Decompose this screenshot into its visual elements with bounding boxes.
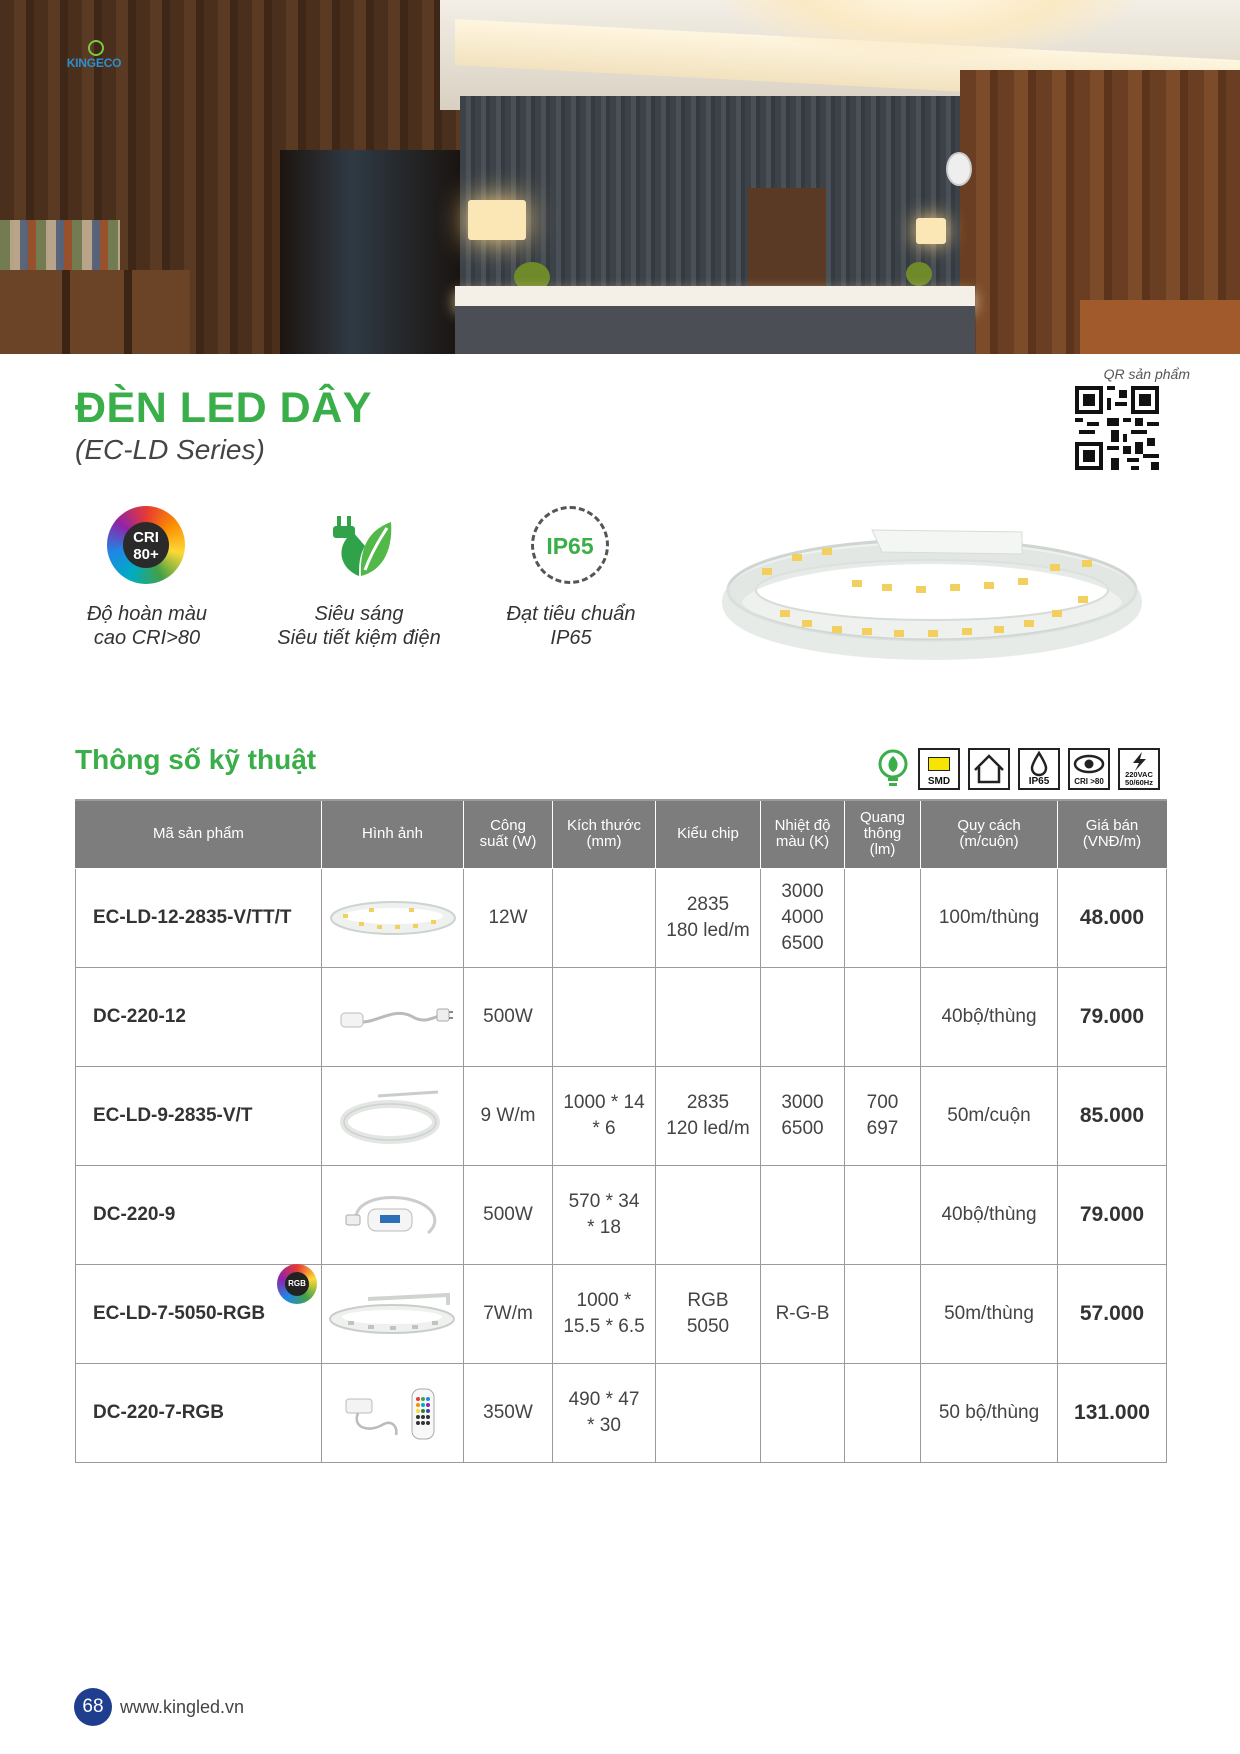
eco-leaf-plug-icon: [319, 506, 399, 586]
hero-photo: [0, 0, 1240, 354]
col-header-power: Công suất (W): [464, 800, 553, 868]
feature-label: Độ hoàn màu cao CRI>80: [86, 603, 208, 649]
pack-cell: 40bộ/thùng: [921, 967, 1058, 1066]
voltage-icon: 220VAC 50/60Hz: [1118, 748, 1160, 790]
size-cell: 1000 * 14 * 6: [553, 1066, 656, 1165]
col-header-chip: Kiểu chip: [656, 800, 761, 868]
lumen-cell: 700 697: [845, 1066, 921, 1165]
size-cell: [553, 868, 656, 967]
cct-cell: [761, 1165, 845, 1264]
size-cell: 1000 * 15.5 * 6.5: [553, 1264, 656, 1363]
kingeco-logo-icon: [876, 748, 910, 790]
lumen-cell: [845, 1363, 921, 1462]
price-cell: 131.000: [1058, 1363, 1167, 1462]
cct-cell: [761, 1363, 845, 1462]
col-header-image: Hình ảnh: [322, 800, 464, 868]
feature-label: Đạt tiêu chuẩn IP65: [506, 603, 636, 649]
table-row: [76, 967, 1167, 1066]
rgb-controller-remote-thumb-icon: [338, 1383, 448, 1443]
table-row: [76, 1165, 1167, 1264]
col-header-price: Giá bán (VNĐ/m): [1058, 800, 1167, 868]
page-number: 68: [74, 1688, 112, 1726]
product-image: [322, 967, 464, 1066]
size-cell: 490 * 47 * 30: [553, 1363, 656, 1462]
table-header-row: [76, 800, 1167, 868]
col-header-cct: Nhiệt độ màu (K): [761, 800, 845, 868]
power-cell: 500W: [464, 1165, 553, 1264]
cri-icon: CRI 80+: [107, 506, 187, 586]
feature-label: Siêu sáng Siêu tiết kiệm điện: [277, 603, 441, 649]
chip-cell: 2835 120 led/m: [656, 1066, 761, 1165]
chip-cell: [656, 967, 761, 1066]
col-header-size: Kích thước (mm): [553, 800, 656, 868]
power-plug-thumb-icon: [333, 997, 453, 1037]
col-header-lumen: Quang thông (lm): [845, 800, 921, 868]
price-cell: 48.000: [1058, 868, 1167, 967]
price-cell: 85.000: [1058, 1066, 1167, 1165]
led-strip-product-image: [722, 524, 1142, 664]
pack-cell: 100m/thùng: [921, 868, 1058, 967]
product-code: EC-LD-9-2835-V/T: [76, 1066, 322, 1165]
price-cell: 79.000: [1058, 967, 1167, 1066]
size-cell: [553, 967, 656, 1066]
pack-cell: 40bộ/thùng: [921, 1165, 1058, 1264]
table-row: [76, 1066, 1167, 1165]
led-strip-thumb-icon: [329, 898, 457, 938]
power-driver-thumb-icon: [338, 1185, 448, 1245]
rgb-badge-icon: RGB: [277, 1264, 317, 1304]
chip-cell: [656, 1363, 761, 1462]
cct-cell: [761, 967, 845, 1066]
pack-cell: 50m/cuộn: [921, 1066, 1058, 1165]
led-strip-coil-thumb-icon: [338, 1086, 448, 1146]
price-cell: 79.000: [1058, 1165, 1167, 1264]
qr-code-icon[interactable]: [1075, 386, 1159, 470]
chip-cell: RGB 5050: [656, 1264, 761, 1363]
cct-cell: R-G-B: [761, 1264, 845, 1363]
feature-cri: [42, 506, 252, 650]
table-row: [76, 1363, 1167, 1462]
power-cell: 12W: [464, 868, 553, 967]
table-row: [76, 1264, 1167, 1363]
pack-cell: 50m/thùng: [921, 1264, 1058, 1363]
price-cell: 57.000: [1058, 1264, 1167, 1363]
product-image: [322, 1264, 464, 1363]
kingeco-logo-icon: [88, 40, 104, 56]
product-image: [322, 868, 464, 967]
chip-cell: 2835 180 led/m: [656, 868, 761, 967]
website-link[interactable]: www.kingled.vn: [120, 1697, 245, 1717]
lumen-cell: [845, 1165, 921, 1264]
brand-logo: KINGECO: [54, 40, 134, 76]
indoor-house-icon: [968, 748, 1010, 790]
table-row: [76, 868, 1167, 967]
col-header-pack: Quy cách (m/cuộn): [921, 800, 1058, 868]
power-cell: 9 W/m: [464, 1066, 553, 1165]
section-title: Thông số kỹ thuật: [75, 744, 317, 775]
qr-label: QR sản phẩm: [1103, 366, 1190, 382]
chip-cell: [656, 1165, 761, 1264]
pack-cell: 50 bộ/thùng: [921, 1363, 1058, 1462]
smd-chip-icon: SMD: [918, 748, 960, 790]
rgb-strip-thumb-icon: [328, 1291, 458, 1337]
col-header-code: Mã sản phẩm: [76, 800, 322, 868]
power-cell: 500W: [464, 967, 553, 1066]
series-subtitle: (EC-LD Series): [75, 434, 265, 465]
cri-eye-icon: CRI >80: [1068, 748, 1110, 790]
ip65-icon: IP65: [531, 506, 611, 586]
size-cell: 570 * 34 * 18: [553, 1165, 656, 1264]
spec-table: [75, 799, 1167, 1463]
ip65-drop-icon: IP65: [1018, 748, 1060, 790]
feature-ip65: [466, 506, 676, 650]
page-title: ĐÈN LED DÂY: [75, 384, 372, 432]
lumen-cell: [845, 1264, 921, 1363]
product-code: EC-LD-12-2835-V/TT/T: [76, 868, 322, 967]
product-code: EC-LD-7-5050-RGB RGB: [76, 1264, 322, 1363]
product-code: DC-220-12: [76, 967, 322, 1066]
cct-cell: 3000 6500: [761, 1066, 845, 1165]
product-code: DC-220-7-RGB: [76, 1363, 322, 1462]
lumen-cell: [845, 967, 921, 1066]
product-image: [322, 1066, 464, 1165]
feature-energy-saving: [254, 506, 464, 650]
product-code: DC-220-9: [76, 1165, 322, 1264]
power-cell: 7W/m: [464, 1264, 553, 1363]
product-image: [322, 1165, 464, 1264]
cct-cell: 3000 4000 6500: [761, 868, 845, 967]
power-cell: 350W: [464, 1363, 553, 1462]
lumen-cell: [845, 868, 921, 967]
product-image: [322, 1363, 464, 1462]
certification-icons: [876, 746, 1160, 790]
